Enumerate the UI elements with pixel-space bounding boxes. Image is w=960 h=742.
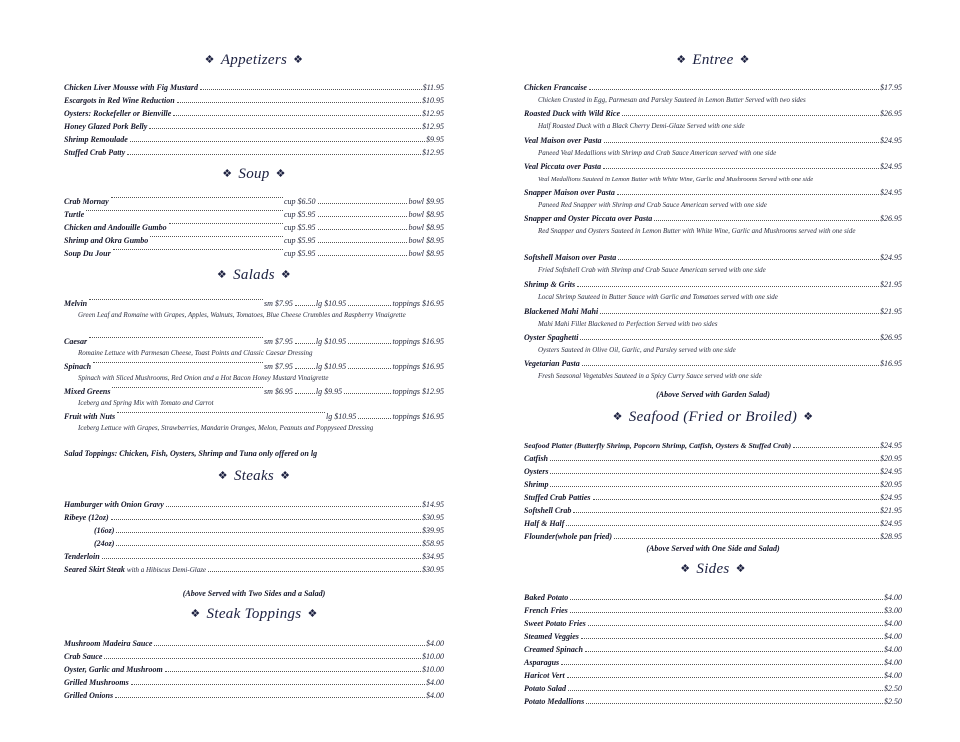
diamond-ornament-icon: ❖ <box>204 54 215 66</box>
item-description: Oysters Sauteed in Olive Oil, Garlic, and Parsley served with one side <box>538 346 736 354</box>
menu-item: Oyster, Garlic and Mushroom $10.00 <box>64 665 444 674</box>
appetizers-heading: ❖ Appetizers ❖ <box>204 52 304 68</box>
menu-item: Half & Half $24.95 <box>524 519 902 528</box>
menu-item: Softshell Crab $21.95 <box>524 506 902 515</box>
menu-item: Mushroom Madeira Sauce $4.00 <box>64 639 444 648</box>
menu-item: Seafood Platter (Butterfly Shrimp, Popcorn Shrimp, Catfish, Oysters & Stuffed Crab) $24.95 <box>524 441 902 450</box>
menu-item: Veal Piccata over Pasta $24.95 <box>524 162 902 171</box>
salad-toppings-note: Salad Toppings: Chicken, Fish, Oysters, Shrimp and Tuna only offered on lg <box>64 449 318 458</box>
menu-item: Grilled Onions $4.00 <box>64 691 444 700</box>
item-description: Green Leaf and Romaine with Grapes, Apples, Walnuts, Tomatoes, Blue Cheese Crumbles and Raspberry Vinaigrette <box>78 311 406 319</box>
item-description: Chicken Crusted in Egg, Parmesan and Parsley Sauteed in Lemon Butter Served with two sides <box>538 96 806 104</box>
menu-item: (24oz) $58.95 <box>94 539 444 548</box>
diamond-ornament-icon: ❖ <box>803 411 814 423</box>
diamond-ornament-icon: ❖ <box>216 269 228 281</box>
item-description: Iceberg Lettuce with Grapes, Strawberries, Mandarin Oranges, Melon, Peanuts and Poppyseed Dressing <box>78 424 374 432</box>
menu-item: Crab Mornay cup $6.50 bowl $9.95 <box>64 197 444 206</box>
menu-item: Shrimp $20.95 <box>524 480 902 489</box>
menu-item: Potato Salad $2.50 <box>524 684 902 693</box>
item-description: Red Snapper and Oysters Sauteed in Lemon Butter with White Wine, Garlic and Mushrooms served with one side <box>538 227 856 235</box>
diamond-ornament-icon: ❖ <box>676 54 687 66</box>
menu-item: Shrimp Remoulade $9.95 <box>64 135 444 144</box>
item-description: Fresh Seasonal Vegetables Sauteed in a Spicy Curry Sauce served with one side <box>538 372 762 380</box>
diamond-ornament-icon: ❖ <box>190 608 201 620</box>
right-menu-column <box>524 0 902 742</box>
menu-item: Chicken and Andouille Gumbo cup $5.95 bowl $8.95 <box>64 223 444 232</box>
menu-item: Stuffed Crab Patty $12.95 <box>64 148 444 157</box>
menu-item: Oysters: Rockefeller or Bienville $12.95 <box>64 109 444 118</box>
diamond-ornament-icon: ❖ <box>280 269 292 281</box>
diamond-ornament-icon: ❖ <box>612 411 623 423</box>
diamond-ornament-icon: ❖ <box>739 54 750 66</box>
menu-item: Vegetarian Pasta $16.95 <box>524 359 902 368</box>
item-description: Mahi Mahi Fillet Blackened to Perfection Served with two sides <box>538 320 718 328</box>
item-description: Veal Medallions Sauteed in Lemon Butter with White Wine, Garlic and Mushrooms Served with one side <box>538 176 814 183</box>
steaks-heading: ❖ Steaks ❖ <box>217 468 291 484</box>
soup-heading: ❖ Soup ❖ <box>222 166 286 182</box>
menu-item: Fruit with Nuts lg $10.95 toppings $16.95 <box>64 412 444 421</box>
menu-item: Hamburger with Onion Gravy $14.95 <box>64 500 444 509</box>
diamond-ornament-icon: ❖ <box>280 470 291 482</box>
menu-item: Asparagus $4.00 <box>524 658 902 667</box>
diamond-ornament-icon: ❖ <box>735 563 746 575</box>
menu-item: Creamed Spinach $4.00 <box>524 645 902 654</box>
menu-item: Snapper and Oyster Piccata over Pasta $26.95 <box>524 214 902 223</box>
item-description: Half Roasted Duck with a Black Cherry Demi-Glaze Served with one side <box>538 122 745 130</box>
menu-item: French Fries $3.00 <box>524 606 902 615</box>
menu-item: Flounder(whole pan fried) $28.95 <box>524 532 902 541</box>
menu-item: Veal Maison over Pasta $24.95 <box>524 136 902 145</box>
diamond-ornament-icon: ❖ <box>307 608 318 620</box>
menu-item: Tenderloin $34.95 <box>64 552 444 561</box>
menu-item: Ribeye (12oz) $30.95 <box>64 513 444 522</box>
menu-item: Caesar sm $7.95 lg $10.95 toppings $16.95 <box>64 337 444 346</box>
diamond-ornament-icon: ❖ <box>217 470 228 482</box>
menu-item: Blackened Mahi Mahi $21.95 <box>524 307 902 316</box>
salads-heading: ❖ Salads ❖ <box>216 267 292 283</box>
item-description: Spinach with Sliced Mushrooms, Red Onion and a Hot Bacon Honey Mustard Vinaigrette <box>78 374 329 382</box>
menu-item: Crab Sauce $10.00 <box>64 652 444 661</box>
menu-item: Grilled Mushrooms $4.00 <box>64 678 444 687</box>
menu-item: Catfish $20.95 <box>524 454 902 463</box>
menu-item: Softshell Maison over Pasta $24.95 <box>524 253 902 262</box>
steak-toppings-heading: ❖ Steak Toppings ❖ <box>190 606 318 622</box>
menu-item: Shrimp and Okra Gumbo cup $5.95 bowl $8.95 <box>64 236 444 245</box>
item-description: Romaine Lettuce with Parmesan Cheese, Toast Points and Classic Caesar Dressing <box>78 349 313 357</box>
menu-item: Stuffed Crab Patties $24.95 <box>524 493 902 502</box>
menu-item: Soup Du Jour cup $5.95 bowl $8.95 <box>64 249 444 258</box>
item-description: Fried Softshell Crab with Shrimp and Crab Sauce American served with one side <box>538 266 766 274</box>
sides-heading: ❖ Sides ❖ <box>680 561 746 577</box>
menu-item: Chicken Liver Mousse with Fig Mustard $11.95 <box>64 83 444 92</box>
seafood-served-note: (Above Served with One Side and Salad) <box>646 544 780 553</box>
menu-item: Turtle cup $5.95 bowl $8.95 <box>64 210 444 219</box>
diamond-ornament-icon: ❖ <box>222 168 233 180</box>
menu-item: Spinach sm $7.95 lg $10.95 toppings $16.95 <box>64 362 444 371</box>
menu-item: Oyster Spaghetti $26.95 <box>524 333 902 342</box>
menu-item: Sweet Potato Fries $4.00 <box>524 619 902 628</box>
menu-item: Steamed Veggies $4.00 <box>524 632 902 641</box>
menu-item: Chicken Francaise $17.95 <box>524 83 902 92</box>
steaks-served-note: (Above Served with Two Sides and a Salad) <box>182 589 326 598</box>
menu-item: Snapper Maison over Pasta $24.95 <box>524 188 902 197</box>
menu-item: Escargots in Red Wine Reduction $10.95 <box>64 96 444 105</box>
diamond-ornament-icon: ❖ <box>275 168 286 180</box>
seafood-heading: ❖ Seafood (Fried or Broiled) ❖ <box>612 409 814 425</box>
menu-item: Melvin sm $7.95 lg $10.95 toppings $16.95 <box>64 299 444 308</box>
menu-item: Baked Potato $4.00 <box>524 593 902 602</box>
diamond-ornament-icon: ❖ <box>293 54 304 66</box>
menu-item: Oysters $24.95 <box>524 467 902 476</box>
menu-item: Mixed Greens sm $6.95 lg $9.95 toppings $12.95 <box>64 387 444 396</box>
item-description: Iceberg and Spring Mix with Tomato and Carrot <box>78 399 214 407</box>
item-description: Paneed Veal Medallions with Shrimp and Crab Sauce American served with one side <box>538 149 777 157</box>
entree-served-note: (Above Served with Garden Salad) <box>656 390 770 399</box>
diamond-ornament-icon: ❖ <box>680 563 691 575</box>
item-description: Local Shrimp Sauteed in Butter Sauce with Garlic and Tomatoes served with one side <box>538 293 778 301</box>
menu-item: Haricot Vert $4.00 <box>524 671 902 680</box>
menu-item: Shrimp & Grits $21.95 <box>524 280 902 289</box>
menu-item: (16oz) $39.95 <box>94 526 444 535</box>
menu-item: Seared Skirt Steak with a Hibiscus Demi-Glaze $30.95 <box>64 565 444 574</box>
left-menu-column <box>64 0 444 742</box>
entree-heading: ❖ Entree ❖ <box>676 52 750 68</box>
menu-item: Roasted Duck with Wild Rice $26.95 <box>524 109 902 118</box>
menu-item: Potato Medallions $2.50 <box>524 697 902 706</box>
item-description: Paneed Red Snapper with Shrimp and Crab Sauce American served with one side <box>538 201 767 209</box>
menu-item: Honey Glazed Pork Belly $12.95 <box>64 122 444 131</box>
